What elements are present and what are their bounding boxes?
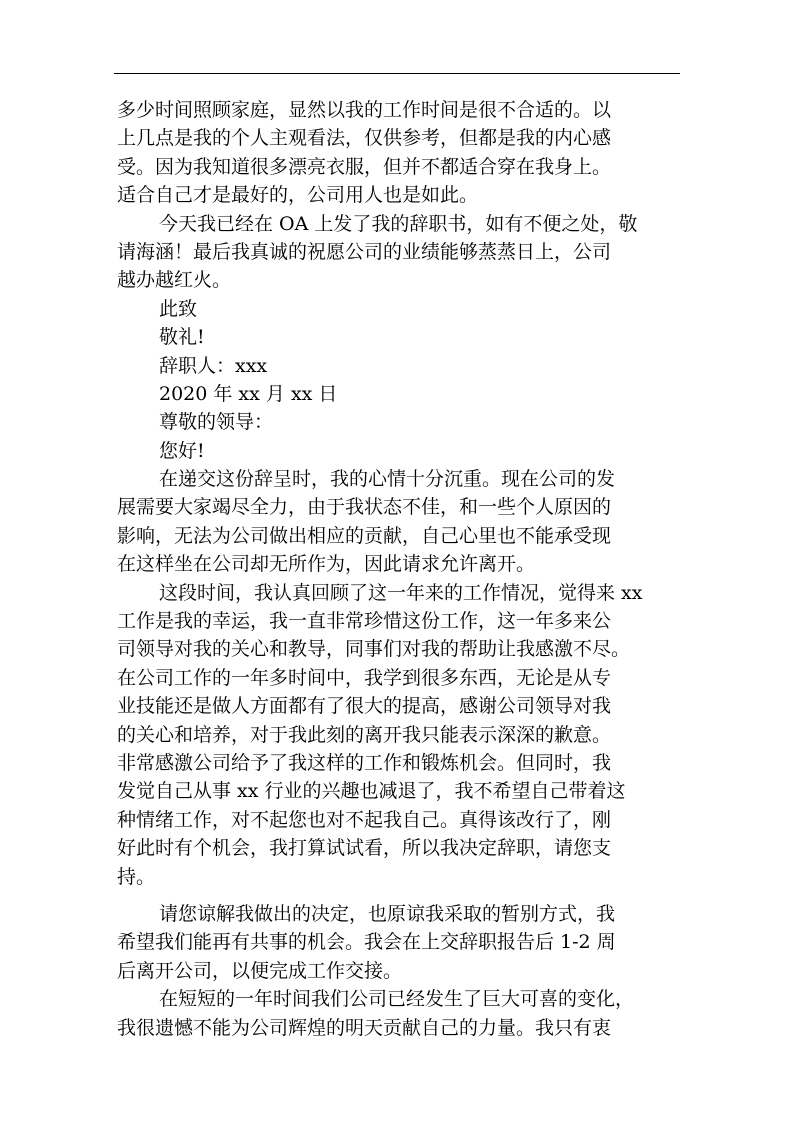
text-line: 在这样坐在公司却无所作为，因此请求允许离开。 bbox=[117, 553, 536, 576]
text-line: 持。 bbox=[117, 865, 156, 888]
paragraph-first-line: 今天我已经在 OA 上发了我的辞职书，如有不便之处，敬 bbox=[159, 212, 638, 235]
text-line: 适合自己才是最好的，公司用人也是如此。 bbox=[117, 184, 479, 207]
signature-line: 辞职人：xxx bbox=[159, 354, 268, 377]
text-line: 在公司工作的一年多时间中，我学到很多东西，无论是从专 bbox=[117, 666, 612, 689]
text-line: 业技能还是做人方面都有了很大的提高，感谢公司领导对我 bbox=[117, 695, 612, 718]
paragraph-first-line: 在递交这份辞呈时，我的心情十分沉重。现在公司的发 bbox=[159, 468, 616, 491]
header-rule bbox=[114, 73, 680, 74]
text-line: 司领导对我的关心和教导，同事们对我的帮助让我感激不尽。 bbox=[117, 638, 631, 661]
text-line: 工作是我的幸运，我一直非常珍惜这份工作，这一年多来公 bbox=[117, 610, 612, 633]
text-line: 的关心和培养，对于我此刻的离开我只能表示深深的歉意。 bbox=[117, 723, 612, 746]
text-line: 越办越红火。 bbox=[117, 269, 232, 292]
paragraph-gap bbox=[117, 891, 683, 900]
text-line: 非常感激公司给予了我这样的工作和锻炼机会。但同时，我 bbox=[117, 751, 612, 774]
closing-salutation: 此致 bbox=[159, 297, 198, 320]
paragraph-first-line: 请您谅解我做出的决定，也原谅我采取的暂别方式，我 bbox=[159, 902, 616, 925]
text-line: 请海涵！最后我真诚的祝愿公司的业绩能够蒸蒸日上，公司 bbox=[117, 240, 612, 263]
text-line: 我很遗憾不能为公司辉煌的明天贡献自己的力量。我只有衷 bbox=[117, 1016, 612, 1039]
text-line: 多少时间照顾家庭，显然以我的工作时间是很不合适的。以 bbox=[117, 99, 612, 121]
text-line: 展需要大家竭尽全力，由于我状态不佳，和一些个人原因的 bbox=[117, 496, 612, 519]
text-line: 好此时有个机会，我打算试试看，所以我决定辞职，请您支 bbox=[117, 837, 612, 860]
paragraph-first-line: 在短短的一年时间我们公司已经发生了巨大可喜的变化， bbox=[159, 988, 635, 1011]
greeting: 您好! bbox=[159, 439, 205, 462]
document-body bbox=[117, 96, 683, 1042]
text-line: 发觉自己从事 xx 行业的兴趣也减退了，我不希望自己带着这 bbox=[117, 780, 626, 803]
date-line: 2020 年 xx 月 xx 日 bbox=[159, 382, 338, 405]
text-line: 受。因为我知道很多漂亮衣服，但并不都适合穿在我身上。 bbox=[117, 155, 612, 178]
text-line: 后离开公司，以便完成工作交接。 bbox=[117, 959, 403, 982]
text-line: 希望我们能再有共事的机会。我会在上交辞职报告后 1-2 周 bbox=[117, 931, 616, 954]
paragraph-first-line: 这段时间，我认真回顾了这一年来的工作情况，觉得来 xx bbox=[159, 581, 643, 604]
greeting-recipient: 尊敬的领导： bbox=[159, 411, 274, 434]
text-line: 上几点是我的个人主观看法，仅供参考，但都是我的内心感 bbox=[117, 127, 612, 150]
closing-regards: 敬礼! bbox=[159, 326, 205, 349]
text-line: 影响，无法为公司做出相应的贡献，自己心里也不能承受现 bbox=[117, 524, 612, 547]
text-line: 种情绪工作，对不起您也对不起我自己。真得该改行了，刚 bbox=[117, 808, 612, 831]
